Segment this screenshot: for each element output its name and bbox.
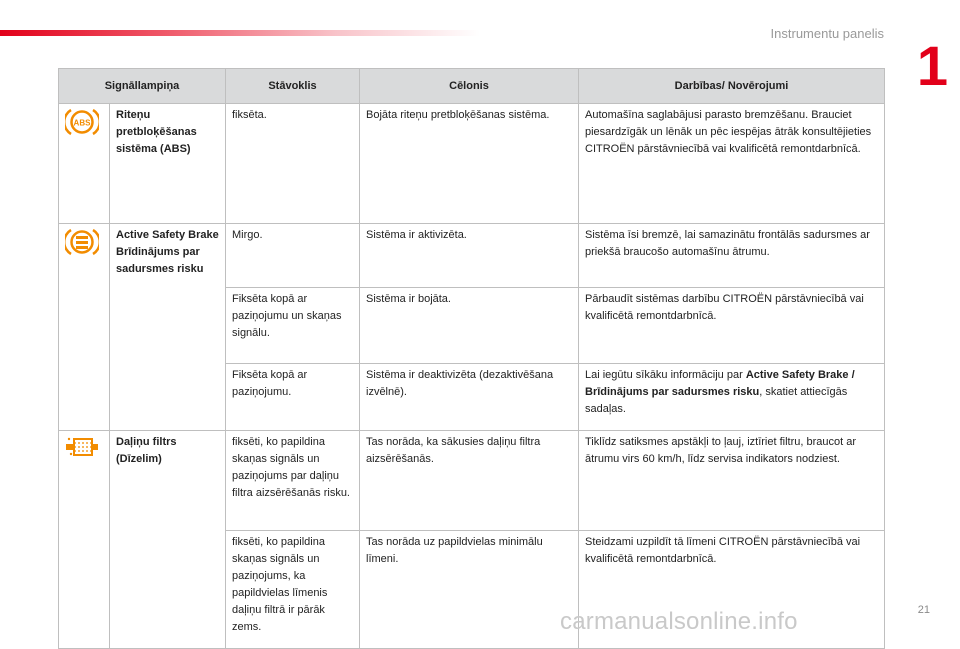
state-text: Fiksēta kopā ar paziņojumu. bbox=[226, 364, 360, 431]
action-text: Sistēma īsi bremzē, lai samazinātu frontālās sadursmes ar priekšā braucošo automašīnu ātrumu. bbox=[579, 224, 885, 288]
state-text: Mirgo. bbox=[226, 224, 360, 288]
lamp-name: Daļiņu filtrs (Dīzelim) bbox=[110, 431, 226, 649]
lamp-icon-cell bbox=[59, 224, 110, 431]
state-text: fiksēti, ko papildina skaņas signāls un paziņojums, ka papildvielas līmenis daļiņu filtrā ir pārāk zems. bbox=[226, 531, 360, 649]
active-safety-brake-icon bbox=[65, 227, 103, 263]
cause-text: Sistēma ir bojāta. bbox=[360, 288, 579, 364]
warning-lamps-table bbox=[58, 68, 885, 649]
state-text: Fiksēta kopā ar paziņojumu un skaņas signālu. bbox=[226, 288, 360, 364]
cause-text: Sistēma ir deaktivizēta (dezaktivēšana izvēlnē). bbox=[360, 364, 579, 431]
table-row bbox=[59, 224, 885, 288]
page-number: 21 bbox=[917, 604, 930, 616]
column-header-action: Darbības/ Novērojumi bbox=[579, 69, 885, 104]
action-text-bold: Active Safety Brake / Brīdinājums par sadursmes risku bbox=[585, 369, 855, 398]
lamp-icon-cell bbox=[59, 104, 110, 224]
svg-text:ABS: ABS bbox=[73, 118, 91, 128]
action-text: Automašīna saglabājusi parasto bremzēšanu. Brauciet piesardzīgāk un lēnāk un pēc iespējas ātrāk konsultējieties CITROËN pārstāvniecībā vai kvalificētā remontdarbnīcā. bbox=[579, 104, 885, 224]
cause-text: Tas norāda, ka sākusies daļiņu filtra aizsērēšanās. bbox=[360, 431, 579, 531]
action-text bbox=[579, 364, 885, 431]
column-header-lamp: Signāllampiņa bbox=[59, 69, 226, 104]
column-header-state: Stāvoklis bbox=[226, 69, 360, 104]
chapter-number: 1 bbox=[916, 34, 948, 97]
column-header-cause: Cēlonis bbox=[360, 69, 579, 104]
action-text: Pārbaudīt sistēmas darbību CITROËN pārstāvniecībā vai kvalificētā remontdarbnīcā. bbox=[579, 288, 885, 364]
table-header-row bbox=[59, 69, 885, 104]
state-text: fiksēti, ko papildina skaņas signāls un paziņojums par daļiņu filtra aizsērēšanās risku. bbox=[226, 431, 360, 531]
lamp-name: Riteņu pretbloķēšanas sistēma (ABS) bbox=[110, 104, 226, 224]
action-text: Tiklīdz satiksmes apstākļi to ļauj, iztīriet filtru, braucot ar ātrumu virs 60 km/h, līdz servisa indikators nodziest. bbox=[579, 431, 885, 531]
cause-text: Tas norāda uz papildvielas minimālu līmeni. bbox=[360, 531, 579, 649]
watermark: carmanualsonline.info bbox=[560, 608, 798, 635]
particle-filter-icon bbox=[65, 434, 103, 466]
cause-text: Sistēma ir aktivizēta. bbox=[360, 224, 579, 288]
lamp-icon-cell bbox=[59, 431, 110, 649]
table-row bbox=[59, 104, 885, 224]
action-text-prefix: Lai iegūtu sīkāku informāciju par bbox=[585, 369, 746, 381]
action-text-suffix: , skatiet attiecīgās sadaļas. bbox=[585, 386, 848, 415]
abs-warning-icon bbox=[65, 107, 103, 143]
lamp-name: Active Safety Brake Brīdinājums par sadursmes risku bbox=[110, 224, 226, 431]
table-row bbox=[59, 431, 885, 531]
state-text: fiksēta. bbox=[226, 104, 360, 224]
section-title: Instrumentu panelis bbox=[770, 26, 884, 41]
cause-text: Bojāta riteņu pretbloķēšanas sistēma. bbox=[360, 104, 579, 224]
header-accent-bar bbox=[0, 30, 480, 36]
action-text: Steidzami uzpildīt tā līmeni CITROËN pārstāvniecībā vai kvalificētā remontdarbnīcā. bbox=[579, 531, 885, 649]
